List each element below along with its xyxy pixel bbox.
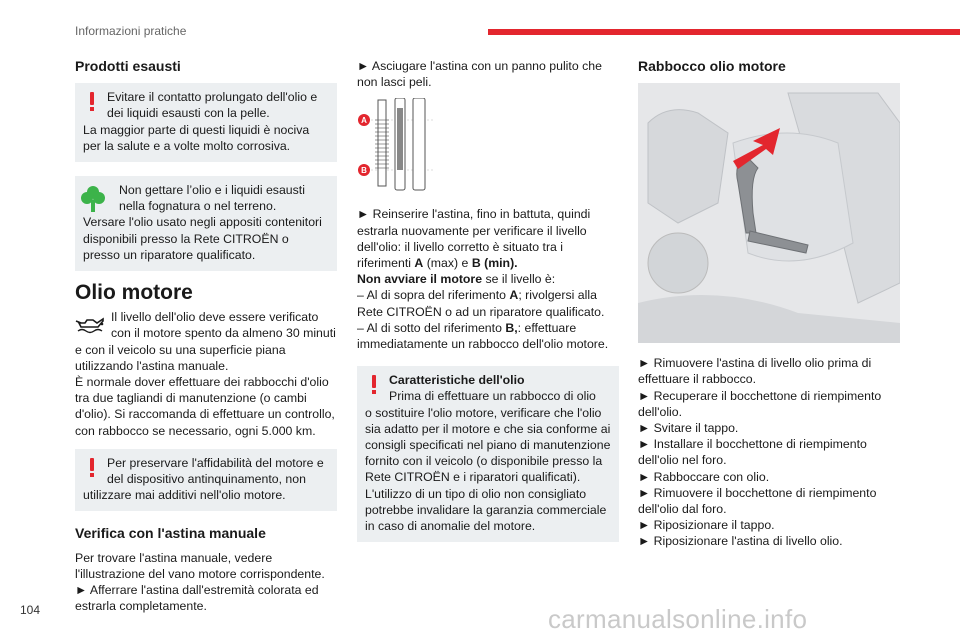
- oil-text-body1: e con il veicolo su una superficie piana utilizzando l'astina manuale.: [75, 342, 286, 373]
- warning-box-skin: [75, 83, 337, 162]
- section-title-topup: Rabbocco olio motore: [638, 58, 786, 74]
- warning-text-body: La maggior parte di questi liquidi è nociva per la salute e a volte molto corrosiva.: [83, 122, 310, 153]
- topup-step-3: ► Svitare il tappo.: [638, 421, 739, 436]
- dipstick-drawing: [357, 98, 437, 196]
- oil-text-indent: Il livello dell'olio deve essere verificato con il motore spento da almeno 30 minuti: [111, 310, 336, 341]
- column-middle: [357, 58, 619, 556]
- below-b-line: – Al di sotto del riferimento B,: effettuare immediatamente un rabbocco dell'olio motore.: [357, 320, 609, 352]
- page-number: 104: [20, 603, 41, 617]
- topup-step-6: ► Rimuovere il bocchettone di riempimento dell'olio dal foro.: [638, 485, 877, 517]
- eco-text-body: Versare l'olio usato negli appositi contenitori disponibili presso la Rete CITROËN o presso un riparatore qualificato.: [83, 215, 322, 262]
- dipstick-text-1: Per trovare l'astina manuale, vedere l'illustrazione del vano motore corrispondente.: [75, 550, 325, 581]
- dipstick-text-2: ► Afferrare l'astina dall'estremità colorata ed estrarla completamente.: [75, 583, 319, 614]
- topup-step-1: ► Rimuovere l'astina di livello olio prima di effettuare il rabbocco.: [638, 356, 872, 387]
- oil-intro: [75, 309, 337, 439]
- label-b: B: [361, 166, 367, 176]
- section-title-waste: Prodotti esausti: [75, 58, 181, 74]
- warning-box-oil-spec: [357, 366, 619, 542]
- oil-can-icon: [75, 311, 105, 337]
- step-reinsert: ► Reinserire l'astina, fino in battuta, quindi estrarla nuovamente per verificare il livello dell'olio: il livello corretto è situato tra i riferimenti A (max) e B (min).: [357, 207, 591, 271]
- warning-icon: [85, 457, 99, 479]
- warning-box-additives: [75, 449, 337, 512]
- oil-text-body2: È normale dover effettuare dei rabbocchi d'olio tra due tagliandi di manutenzione (o cambi d'olio). Si raccomanda di effettuare un controllo, con rabbocco se necessario, ogni 5.000 km.: [75, 375, 335, 438]
- topup-step-4: ► Installare il bocchettone di riempimento dell'olio nel foro.: [638, 437, 867, 468]
- running-header: Informazioni pratiche: [75, 24, 187, 38]
- label-a: A: [361, 116, 367, 126]
- column-right: [638, 58, 900, 550]
- warning-text-indent: Prima di effettuare un rabbocco di olio: [389, 389, 596, 404]
- no-start-line: Non avviare il motore se il livello è:: [357, 272, 556, 287]
- warning-icon: [85, 91, 99, 113]
- warning-text-body: o sostituire l'olio motore, verificare che l'olio sia adatto per il motore e che sia conforme ai consigli specificati nel piano di manutenzione fornito con il veicolo (o disponibile presso la Rete CITROËN e i riparatori qualificati). L'utilizzo di un tipo di olio non consigliato potrebbe invalidare la garanzia commerciale in caso di anomalie del motore.: [365, 405, 611, 534]
- section-title-dipstick: Verifica con l'astina manuale: [75, 525, 266, 542]
- column-left: [75, 58, 337, 614]
- header-accent-bar: [488, 29, 960, 35]
- section-title-oil: Olio motore: [75, 281, 193, 305]
- eco-text-indent: Non gettare l’olio e i liquidi esausti nella fognatura o nel terreno.: [119, 183, 305, 214]
- topup-step-7: ► Riposizionare il tappo.: [638, 518, 775, 533]
- tree-icon: [81, 184, 105, 214]
- dipstick-illustration: [357, 98, 437, 196]
- warning-text-body: utilizzare mai additivi nell'olio motore.: [83, 488, 286, 503]
- engine-drawing: [638, 83, 900, 343]
- topup-step-5: ► Rabboccare con olio.: [638, 469, 770, 484]
- watermark: carmanualsonline.info: [548, 604, 808, 634]
- step-wipe: ► Asciugare l'astina con un panno pulito che non lasci peli.: [357, 59, 602, 90]
- warning-text-indent: Evitare il contatto prolungato dell'olio e dei liquidi esausti con la pelle.: [107, 90, 318, 121]
- warning-title: Caratteristiche dell'olio: [389, 373, 525, 388]
- eco-box: [75, 176, 337, 271]
- warning-icon: [367, 374, 381, 396]
- topup-step-2: ► Recuperare il bocchettone di riempimento dell'olio.: [638, 388, 882, 419]
- above-a-line: – Al di sopra del riferimento A; rivolgersi alla Rete CITROËN o ad un riparatore qualificato.: [357, 288, 605, 319]
- topup-step-8: ► Riposizionare l'astina di livello olio.: [638, 534, 843, 549]
- warning-text-indent: Per preservare l'affidabilità del motore e del dispositivo antinquinamento, non: [107, 455, 324, 487]
- engine-illustration: [638, 83, 900, 343]
